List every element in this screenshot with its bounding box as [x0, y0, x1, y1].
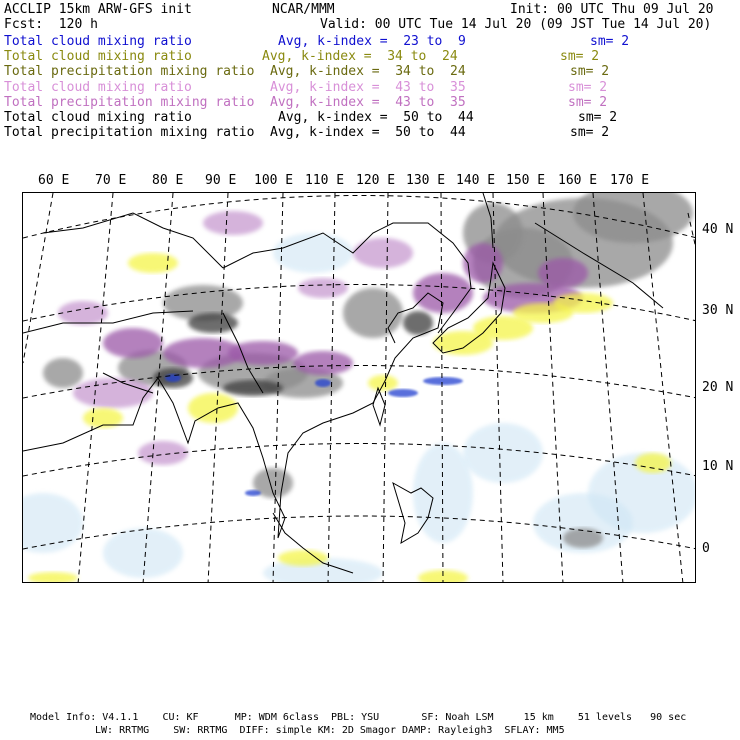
field-shading	[43, 358, 83, 388]
longitude-label: 70 E	[95, 173, 127, 188]
model-info-line1: Model Info: V4.1.1 CU: KF MP: WDM 6class PBL: YSU SF: Noah LSM 15 km 51 levels 90 sec	[30, 712, 687, 723]
init-time: Init: 00 UTC Thu 09 Jul 20	[510, 2, 714, 17]
field-shading	[23, 493, 83, 553]
legend-k-index: Avg, k-index = 50 to 44	[270, 125, 466, 141]
latitude-label: 20 N	[702, 380, 734, 395]
field-shading	[245, 490, 261, 496]
legend-k-index: Avg, k-index = 50 to 44	[278, 110, 474, 125]
longitude-label: 120 E	[356, 173, 396, 188]
field-shading	[223, 380, 283, 396]
legend-field-label: Total precipitation mixing ratio	[4, 64, 255, 80]
field-shading	[343, 288, 403, 338]
field-shading	[553, 293, 613, 313]
field-shading	[635, 453, 671, 473]
field-shading	[413, 273, 473, 313]
legend-k-index: Avg, k-index = 23 to 9	[278, 34, 466, 49]
field-shading	[388, 389, 418, 397]
legend-k-index: Avg, k-index = 43 to 35	[270, 94, 466, 110]
legend-field-label: Total precipitation mixing ratio	[4, 94, 255, 110]
legend-k-index: Avg, k-index = 34 to 24	[270, 64, 466, 80]
legend-smoothing: sm= 2	[570, 64, 610, 80]
legend-field-label: Total cloud mixing ratio	[4, 34, 192, 49]
longitude-label: 160 E	[558, 173, 598, 188]
field-shading	[423, 377, 463, 385]
legend-field-label: Total cloud mixing ratio	[4, 49, 192, 65]
model-title: ACCLIP 15km ARW-GFS init	[4, 2, 192, 17]
field-shading	[128, 253, 178, 273]
organization-label: NCAR/MMM	[272, 2, 335, 17]
longitude-label: 60 E	[38, 173, 70, 188]
forecast-hour: Fcst: 120 h	[4, 17, 98, 32]
legend-field-label: Total cloud mixing ratio	[4, 110, 192, 125]
latitude-label: 0	[702, 541, 710, 556]
forecast-map	[22, 192, 696, 583]
legend-k-index: Avg, k-index = 34 to 24	[262, 49, 458, 65]
field-shading	[463, 423, 543, 483]
field-shading	[188, 313, 238, 333]
model-info-line2: LW: RRTMG SW: RRTMG DIFF: simple KM: 2D Smagor DAMP: Rayleigh3 SFLAY: MM5	[95, 725, 565, 736]
field-shading	[203, 211, 263, 235]
latitude-label: 40 N	[702, 222, 734, 237]
field-shading	[368, 375, 398, 391]
longitude-label: 80 E	[152, 173, 184, 188]
legend-field-label: Total cloud mixing ratio	[4, 79, 192, 95]
longitude-label: 110 E	[305, 173, 345, 188]
field-shading	[293, 351, 353, 375]
field-shading	[273, 233, 353, 273]
field-shading	[463, 243, 503, 283]
field-shading	[563, 528, 603, 548]
map-canvas	[23, 193, 696, 583]
field-shading	[278, 550, 328, 566]
legend-smoothing: sm= 2	[568, 94, 608, 110]
legend-k-index: Avg, k-index = 43 to 35	[270, 79, 466, 95]
legend-field-label: Total precipitation mixing ratio	[4, 125, 255, 141]
legend-smoothing: sm= 2	[568, 79, 608, 95]
field-shading	[538, 258, 588, 288]
field-shading	[103, 328, 163, 358]
field-shading	[138, 441, 188, 465]
legend-smoothing: sm= 2	[570, 125, 610, 141]
field-shading	[188, 393, 238, 423]
field-shading	[103, 528, 183, 578]
legend-smoothing: sm= 2	[560, 49, 600, 65]
longitude-label: 170 E	[610, 173, 650, 188]
longitude-label: 90 E	[205, 173, 237, 188]
latitude-label: 10 N	[702, 459, 734, 474]
longitude-label: 100 E	[254, 173, 294, 188]
legend-smoothing: sm= 2	[578, 110, 618, 125]
field-shading	[58, 301, 108, 325]
latitude-label: 30 N	[702, 303, 734, 318]
field-shading	[315, 379, 331, 387]
field-shading	[353, 238, 413, 268]
valid-time: Valid: 00 UTC Tue 14 Jul 20 (09 JST Tue 14 Jul 20)	[320, 17, 712, 32]
longitude-label: 140 E	[456, 173, 496, 188]
field-shading	[28, 572, 78, 583]
longitude-label: 130 E	[406, 173, 446, 188]
legend-smoothing: sm= 2	[590, 34, 630, 49]
longitude-label: 150 E	[506, 173, 546, 188]
field-shading	[298, 278, 348, 298]
